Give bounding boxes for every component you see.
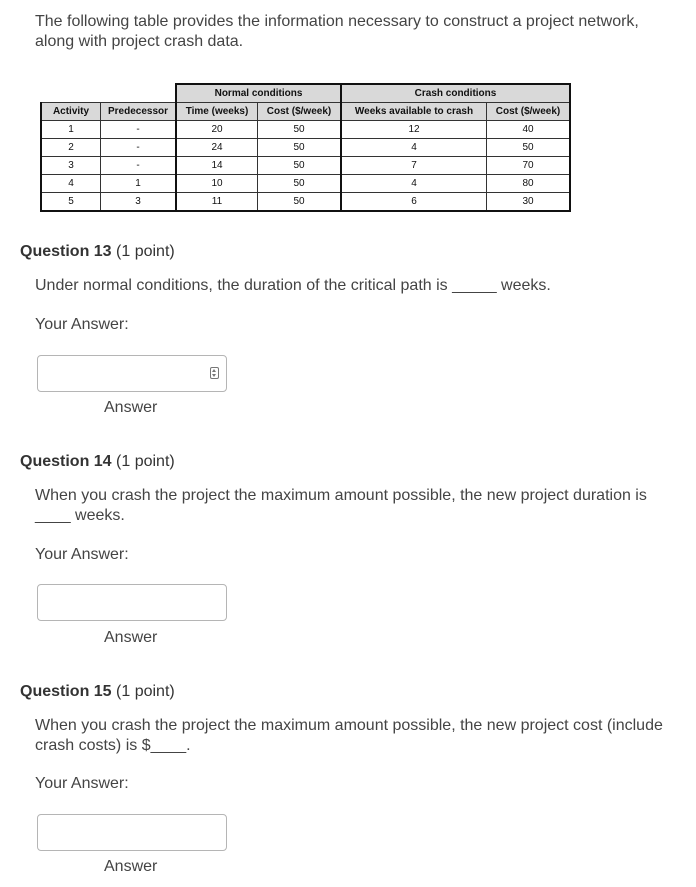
cell-normal-time: 10 bbox=[176, 175, 258, 193]
table-row bbox=[41, 157, 570, 175]
question-13-text: Under normal conditions, the duration of the critical path is _____ weeks. bbox=[35, 277, 551, 294]
col-normal-cost: Cost ($/week) bbox=[258, 103, 342, 121]
cell-crash-cost: 70 bbox=[487, 157, 571, 175]
column-header-row bbox=[41, 103, 570, 121]
col-crash-cost: Cost ($/week) bbox=[487, 103, 571, 121]
your-answer-label: Your Answer: bbox=[35, 316, 129, 333]
cell-crash-cost: 40 bbox=[487, 121, 571, 139]
your-answer-label: Your Answer: bbox=[35, 775, 129, 792]
col-weeks-to-crash: Weeks available to crash bbox=[341, 103, 487, 121]
question-15-title bbox=[20, 683, 175, 701]
col-activity: Activity bbox=[41, 103, 101, 121]
cell-weeks-to-crash: 4 bbox=[341, 175, 487, 193]
normal-conditions-header: Normal conditions bbox=[176, 84, 341, 103]
cell-normal-time: 14 bbox=[176, 157, 258, 175]
group-header-row bbox=[41, 84, 570, 103]
question-15-text: When you crash the project the maximum amount possible, the new project cost (include crash costs) is $____. bbox=[35, 717, 663, 754]
blank-header-cell bbox=[41, 84, 176, 103]
cell-crash-cost: 80 bbox=[487, 175, 571, 193]
table-row bbox=[41, 193, 570, 212]
question-13-title bbox=[20, 243, 175, 261]
cell-activity: 3 bbox=[41, 157, 101, 175]
cell-normal-cost: 50 bbox=[258, 157, 342, 175]
question-number: Question 15 bbox=[20, 683, 112, 700]
cell-crash-cost: 50 bbox=[487, 139, 571, 157]
question-points: (1 point) bbox=[116, 453, 175, 470]
answer-caption: Answer bbox=[104, 399, 158, 416]
cell-normal-time: 24 bbox=[176, 139, 258, 157]
col-normal-time: Time (weeks) bbox=[176, 103, 258, 121]
cell-activity: 4 bbox=[41, 175, 101, 193]
answer-caption: Answer bbox=[104, 629, 158, 646]
question-14-answer-input[interactable] bbox=[37, 584, 227, 621]
cell-predecessor: 1 bbox=[101, 175, 177, 193]
question-15-answer-input[interactable] bbox=[37, 814, 227, 851]
cell-normal-cost: 50 bbox=[258, 193, 342, 212]
cell-weeks-to-crash: 7 bbox=[341, 157, 487, 175]
cell-normal-time: 20 bbox=[176, 121, 258, 139]
cell-normal-cost: 50 bbox=[258, 139, 342, 157]
cell-weeks-to-crash: 12 bbox=[341, 121, 487, 139]
cell-activity: 5 bbox=[41, 193, 101, 212]
cell-crash-cost: 30 bbox=[487, 193, 571, 212]
cell-predecessor: - bbox=[101, 121, 177, 139]
cell-normal-time: 11 bbox=[176, 193, 258, 212]
question-13-answer-input[interactable] bbox=[37, 355, 227, 392]
table-row bbox=[41, 175, 570, 193]
cell-weeks-to-crash: 6 bbox=[341, 193, 487, 212]
question-14-text: When you crash the project the maximum amount possible, the new project duration is ____ weeks. bbox=[35, 487, 647, 524]
question-points: (1 point) bbox=[116, 683, 175, 700]
cell-weeks-to-crash: 4 bbox=[341, 139, 487, 157]
cell-normal-cost: 50 bbox=[258, 175, 342, 193]
cell-predecessor: - bbox=[101, 157, 177, 175]
cell-normal-cost: 50 bbox=[258, 121, 342, 139]
question-14-title bbox=[20, 453, 175, 471]
table-row bbox=[41, 139, 570, 157]
cell-activity: 1 bbox=[41, 121, 101, 139]
question-points: (1 point) bbox=[116, 243, 175, 260]
number-spinner-icon[interactable] bbox=[210, 367, 219, 379]
intro-text: The following table provides the information necessary to construct a project network, along with project crash data. bbox=[35, 13, 639, 50]
cell-predecessor: - bbox=[101, 139, 177, 157]
table-row bbox=[41, 121, 570, 139]
cell-predecessor: 3 bbox=[101, 193, 177, 212]
answer-caption: Answer bbox=[104, 858, 158, 875]
col-predecessor: Predecessor bbox=[101, 103, 177, 121]
crash-conditions-header: Crash conditions bbox=[341, 84, 570, 103]
project-table bbox=[40, 83, 571, 212]
your-answer-label: Your Answer: bbox=[35, 546, 129, 563]
question-number: Question 13 bbox=[20, 243, 112, 260]
cell-activity: 2 bbox=[41, 139, 101, 157]
question-number: Question 14 bbox=[20, 453, 112, 470]
